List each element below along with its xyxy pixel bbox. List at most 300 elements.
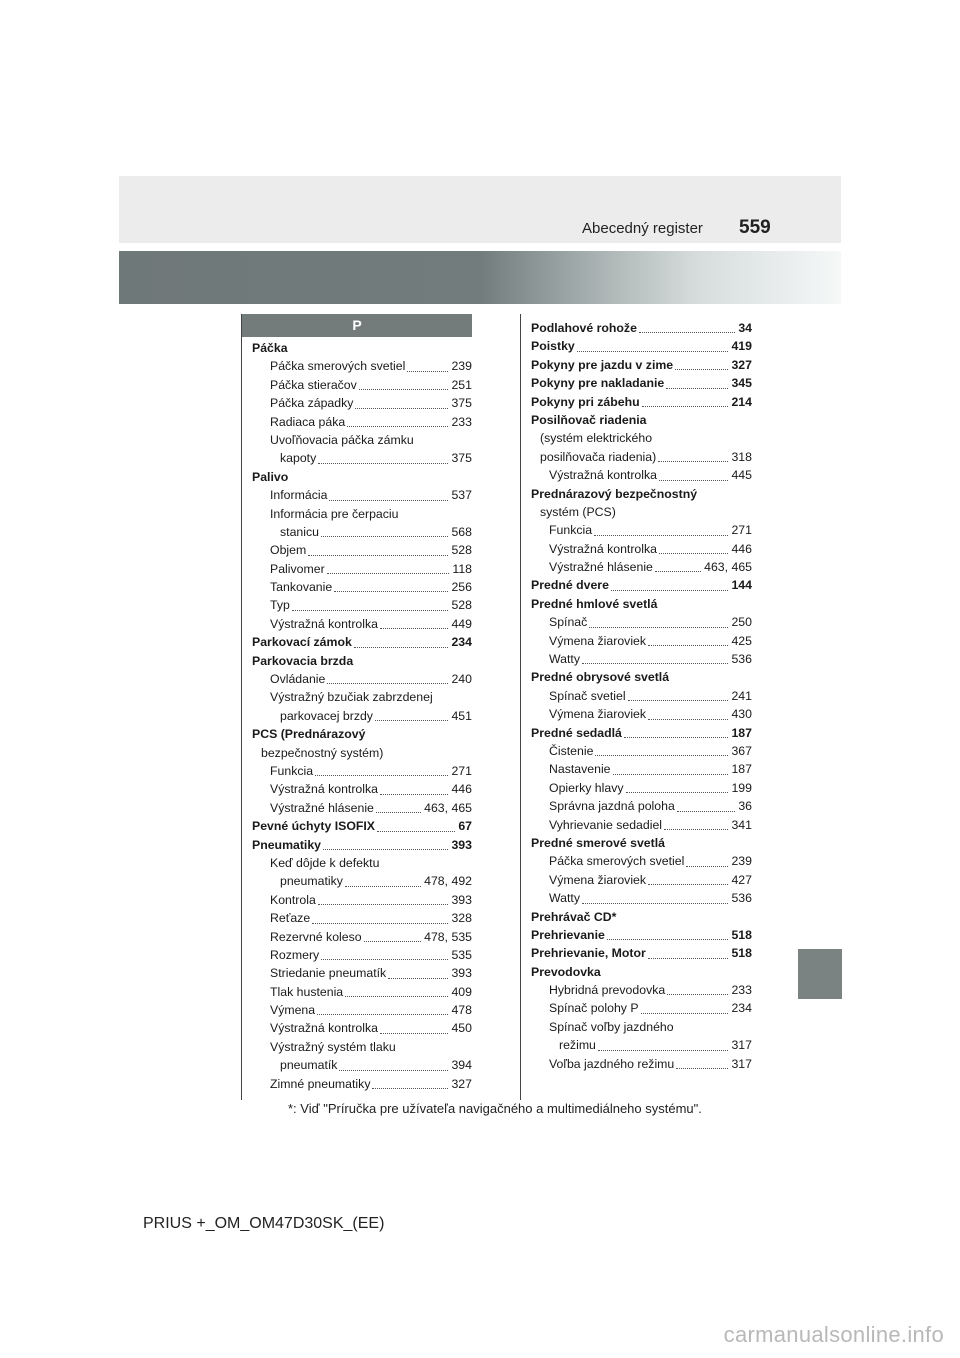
- index-entry-term: Palivomer: [270, 561, 325, 576]
- index-entry-term: Páčka západky: [270, 396, 354, 411]
- index-entry-page: 34: [736, 319, 752, 337]
- dot-leader: [641, 999, 728, 1013]
- page-number: 559: [739, 217, 771, 238]
- index-entry: [521, 944, 752, 962]
- dot-leader: [317, 1001, 448, 1015]
- index-entry-term: Spínač polohy P: [549, 1001, 639, 1016]
- index-entry-page: 463, 465: [422, 799, 472, 817]
- index-entry-page: 234: [729, 999, 752, 1017]
- dot-leader: [321, 523, 448, 537]
- index-entry: [521, 485, 752, 503]
- index-entry-page: 317: [729, 1036, 752, 1054]
- index-entry: [521, 816, 752, 834]
- index-entry: [521, 724, 752, 742]
- dot-leader: [613, 760, 728, 774]
- index-entry: [242, 817, 472, 835]
- index-entry-page: 233: [729, 981, 752, 999]
- index-entry-page: 187: [729, 760, 752, 778]
- index-entry: [242, 780, 472, 798]
- index-entry-term: Výmena žiaroviek: [549, 707, 647, 722]
- index-entry-term: kapoty: [280, 451, 317, 466]
- dot-leader: [577, 337, 728, 351]
- dot-leader: [388, 964, 448, 978]
- index-entry-term: Parkovací zámok: [252, 635, 352, 650]
- index-entry-term: Keď dôjde k defektu: [270, 855, 380, 870]
- index-entry-term: Informácia pre čerpaciu: [270, 506, 399, 521]
- index-entry-term: Voľba jazdného režimu: [549, 1056, 675, 1071]
- index-entry-page: 518: [729, 926, 752, 944]
- index-entry: [521, 521, 752, 539]
- index-entry: [242, 1038, 472, 1056]
- index-entry-page: 478, 492: [422, 872, 472, 890]
- dot-leader: [677, 797, 735, 811]
- index-entry-page: 367: [729, 742, 752, 760]
- index-entry-page: 393: [449, 964, 472, 982]
- index-entry: [521, 981, 752, 999]
- index-entry-term: Reťaze: [270, 911, 311, 926]
- index-entry-term: Predné obrysové svetlá: [531, 670, 670, 685]
- index-entry-page: 427: [729, 871, 752, 889]
- dot-leader: [611, 576, 728, 590]
- dot-leader: [318, 891, 448, 905]
- index-entry-term: Spínač svetiel: [549, 688, 626, 703]
- index-entry-term: Palivo: [252, 469, 289, 484]
- index-entry: [521, 668, 752, 686]
- index-entry-term: Výmena žiaroviek: [549, 633, 647, 648]
- index-entry-term: Prevodovka: [531, 964, 601, 979]
- index-entry-page: 375: [449, 394, 472, 412]
- index-entry-term: Výstražná kontrolka: [549, 541, 657, 556]
- index-entry-page: 425: [729, 632, 752, 650]
- index-entry-term: Správna jazdná poloha: [549, 799, 675, 814]
- index-entry: [242, 449, 472, 467]
- index-entry: [521, 705, 752, 723]
- index-entry-term: Páčka smerových svetiel: [549, 854, 685, 869]
- index-entry: [521, 540, 752, 558]
- index-entry: [521, 760, 752, 778]
- index-entry: [242, 744, 472, 762]
- index-entry-page: 568: [449, 523, 472, 541]
- index-entry-term: Pokyny pre jazdu v zime: [531, 357, 674, 372]
- dot-leader: [676, 1055, 728, 1069]
- dot-leader: [380, 1019, 448, 1033]
- index-entry-term: Páčka smerových svetiel: [270, 359, 406, 374]
- index-entry-term: Predné sedadlá: [531, 725, 622, 740]
- index-entry: [521, 779, 752, 797]
- dot-leader: [659, 466, 728, 480]
- index-entry-term: pneumatiky: [280, 874, 343, 889]
- index-entry-term: Podlahové rohože: [531, 321, 637, 335]
- index-entry-page: 341: [729, 816, 752, 834]
- index-entry: [242, 633, 472, 651]
- index-entry: [521, 429, 752, 447]
- index-entry: [521, 576, 752, 594]
- dot-leader: [594, 521, 728, 535]
- dot-leader: [648, 871, 728, 885]
- index-column-right: [520, 314, 752, 1100]
- index-entry-term: Páčka stieračov: [270, 377, 357, 392]
- index-entry-page: 393: [449, 836, 472, 854]
- index-entry-page: 241: [729, 687, 752, 705]
- dot-leader: [642, 393, 728, 407]
- index-entry-page: 318: [729, 448, 752, 466]
- dot-leader: [345, 872, 421, 886]
- watermark: carmanualsonline.info: [723, 1322, 944, 1347]
- index-entry-page: 239: [729, 852, 752, 870]
- index-entry: [242, 578, 472, 596]
- index-entry-term: Výstražný systém tlaku: [270, 1039, 396, 1054]
- dot-leader: [626, 779, 728, 793]
- dot-leader: [648, 705, 728, 719]
- index-entry-page: 528: [449, 541, 472, 559]
- dot-leader: [318, 449, 448, 463]
- index-entry-term: Prehrievanie, Motor: [531, 946, 646, 961]
- dot-leader: [327, 670, 448, 684]
- dot-leader: [624, 724, 728, 738]
- index-entry-page: 251: [449, 376, 472, 394]
- dot-leader: [607, 926, 728, 940]
- index-entry: [242, 983, 472, 1001]
- dot-leader: [372, 1075, 448, 1089]
- index-entry-term: Radiaca páka: [270, 414, 346, 429]
- index-entry: [521, 393, 752, 411]
- index-entry: [242, 1056, 472, 1074]
- index-entry-term: Uvoľňovacia páčka zámku: [270, 432, 414, 447]
- index-entry-page: 36: [736, 797, 752, 815]
- index-entry-page: 118: [450, 560, 472, 578]
- index-entry-term: Watty: [549, 652, 580, 667]
- dot-leader: [347, 413, 448, 427]
- index-entry-page: 446: [729, 540, 752, 558]
- index-entry-page: 528: [449, 596, 472, 614]
- chapter-side-tab: [798, 949, 842, 999]
- index-entry: [521, 834, 752, 852]
- index-entry-term: režimu: [559, 1038, 596, 1053]
- dot-leader: [292, 596, 448, 610]
- index-entry-page: 409: [449, 983, 472, 1001]
- index-entry-term: Výstražné hlásenie: [270, 800, 374, 815]
- dot-leader: [354, 633, 448, 647]
- index-entry-term: Informácia: [270, 488, 328, 503]
- index-entry: [242, 505, 472, 523]
- index-entry-term: (systém elektrického: [540, 431, 653, 446]
- index-entry-term: Parkovacia brzda: [252, 653, 354, 668]
- index-entry-page: 271: [449, 762, 472, 780]
- index-entry-term: Typ: [270, 598, 290, 613]
- dot-leader: [355, 394, 448, 408]
- index-entry-term: PCS (Prednárazový: [252, 727, 366, 742]
- index-entry: [242, 339, 472, 357]
- index-entry-page: 430: [729, 705, 752, 723]
- index-entry-page: 537: [449, 486, 472, 504]
- index-entry: [521, 889, 752, 907]
- index-entry-term: Pokyny pre nakladanie: [531, 376, 665, 391]
- index-entry-page: 449: [449, 615, 472, 633]
- index-entry: [521, 871, 752, 889]
- index-entry: [242, 1001, 472, 1019]
- index-entry-term: Prednárazový bezpečnostný: [531, 486, 698, 501]
- dot-leader: [582, 650, 728, 664]
- index-entry-term: Striedanie pneumatík: [270, 966, 387, 981]
- dot-leader: [639, 319, 735, 333]
- index-entry-term: Predné dvere: [531, 578, 609, 593]
- index-entry-term: Predné hmlové svetlá: [531, 596, 658, 611]
- index-entry: [521, 687, 752, 705]
- dot-leader: [327, 560, 449, 574]
- index-entry: [242, 799, 472, 817]
- index-entry: [242, 854, 472, 872]
- index-entry-page: 240: [449, 670, 472, 688]
- index-entry-page: 393: [449, 891, 472, 909]
- document-id: PRIUS +_OM_OM47D30SK_(EE): [143, 1215, 385, 1232]
- index-entry-term: Prehrávač CD*: [531, 909, 617, 924]
- index-entry-term: Watty: [549, 891, 580, 906]
- index-entry: [242, 670, 472, 688]
- index-entry-term: Výmena žiaroviek: [549, 872, 647, 887]
- index-entry: [242, 376, 472, 394]
- index-entry: [521, 356, 752, 374]
- index-entry-term: Funkcia: [549, 523, 593, 538]
- index-entry-term: Posilňovač riadenia: [531, 412, 647, 427]
- index-entry-term: Spínač voľby jazdného: [549, 1019, 674, 1034]
- index-entry: [521, 999, 752, 1017]
- index-entry-page: 327: [449, 1075, 472, 1093]
- index-entry-term: pneumatík: [280, 1058, 338, 1073]
- index-entry: [242, 431, 472, 449]
- index-entry-page: 317: [729, 1055, 752, 1073]
- index-entry: [242, 523, 472, 541]
- index-entry: [521, 1018, 752, 1036]
- index-entry-page: 446: [449, 780, 472, 798]
- index-entry: [521, 448, 752, 466]
- index-entry-page: 394: [449, 1056, 472, 1074]
- index-entry: [521, 797, 752, 815]
- index-entry: [242, 413, 472, 431]
- index-entry-page: 67: [456, 817, 472, 835]
- dot-leader: [648, 632, 728, 646]
- dot-leader: [359, 376, 448, 390]
- index-entry-term: Predné smerové svetlá: [531, 835, 665, 850]
- index-entry-page: 419: [729, 337, 752, 355]
- index-entry-page: 445: [729, 466, 752, 484]
- dot-leader: [308, 541, 448, 555]
- index-entry: [521, 742, 752, 760]
- index-entry-page: 536: [729, 889, 752, 907]
- index-entry: [521, 1036, 752, 1054]
- index-entry: [521, 632, 752, 650]
- dot-leader: [664, 816, 728, 830]
- dot-leader: [666, 374, 728, 388]
- dot-leader: [345, 983, 448, 997]
- dot-leader: [375, 707, 448, 721]
- index-entry-term: parkovacej brzdy: [280, 708, 373, 723]
- index-entry-page: 450: [449, 1019, 472, 1037]
- index-entry-page: 250: [729, 613, 752, 631]
- dot-leader: [376, 799, 421, 813]
- index-entry-term: Čistenie: [549, 743, 594, 758]
- dot-leader: [655, 558, 701, 572]
- index-entry-page: 345: [729, 374, 752, 392]
- dot-leader: [380, 615, 448, 629]
- dot-leader: [323, 836, 448, 850]
- index-entry: [521, 926, 752, 944]
- index-entry: [242, 652, 472, 670]
- index-entry: [242, 707, 472, 725]
- index-entry: [521, 503, 752, 521]
- index-entry-page: 239: [449, 357, 472, 375]
- dot-leader: [329, 486, 448, 500]
- index-entry: [242, 1075, 472, 1093]
- index-entry-term: Tankovanie: [270, 580, 333, 595]
- index-entry: [242, 357, 472, 375]
- index-entry-page: 328: [449, 909, 472, 927]
- dot-leader: [589, 613, 728, 627]
- index-entry: [242, 836, 472, 854]
- index-entry: [242, 928, 472, 946]
- dot-leader: [628, 687, 728, 701]
- index-entry-page: 536: [729, 650, 752, 668]
- dot-leader: [686, 852, 728, 866]
- index-entry-page: 518: [729, 944, 752, 962]
- index-entry-term: Výstražná kontrolka: [549, 468, 657, 483]
- dot-leader: [312, 909, 448, 923]
- index-entry: [242, 486, 472, 504]
- index-entry-page: 214: [729, 393, 752, 411]
- index-entry-page: 187: [729, 724, 752, 742]
- index-entry: [521, 466, 752, 484]
- index-entry: [242, 946, 472, 964]
- index-entry-term: Vyhrievanie sedadiel: [549, 817, 663, 832]
- index-entry: [521, 374, 752, 392]
- dot-leader: [334, 578, 448, 592]
- index-entry-page: 256: [449, 578, 472, 596]
- index-entry-term: Výstražná kontrolka: [270, 1021, 378, 1036]
- index-entry: [242, 725, 472, 743]
- index-entry-term: Prehrievanie: [531, 927, 605, 942]
- dot-leader: [339, 1056, 448, 1070]
- dot-leader: [659, 540, 728, 554]
- index-entry-term: Výmena: [270, 1003, 316, 1018]
- index-entry-term: Tlak hustenia: [270, 984, 344, 999]
- dot-leader: [667, 981, 728, 995]
- index-entry: [242, 762, 472, 780]
- index-entry-page: 327: [729, 356, 752, 374]
- index-entry-page: 463, 465: [702, 558, 752, 576]
- index-entry-page: 478, 535: [422, 928, 472, 946]
- index-entry-term: Výstražná kontrolka: [270, 616, 378, 631]
- dot-leader: [658, 448, 728, 462]
- index-entry-page: 271: [729, 521, 752, 539]
- index-entry-term: Nastavenie: [549, 762, 611, 777]
- index-entry-page: 144: [729, 576, 752, 594]
- index-entry: [521, 319, 752, 337]
- dot-leader: [648, 944, 728, 958]
- index-entry-term: systém (PCS): [540, 504, 616, 519]
- index-entry: [521, 963, 752, 981]
- index-entry-term: Páčka: [252, 341, 288, 355]
- dot-leader: [407, 357, 448, 371]
- index-entry: [521, 613, 752, 631]
- dot-leader: [595, 742, 728, 756]
- index-entry-term: stanicu: [280, 524, 319, 539]
- dot-leader: [377, 817, 455, 831]
- index-entry-term: Spínač: [549, 615, 588, 630]
- index-entry-term: Výstražný bzučiak zabrzdenej: [270, 690, 433, 705]
- index-entry: [242, 596, 472, 614]
- index-entry: [242, 615, 472, 633]
- index-entry-page: 199: [729, 779, 752, 797]
- index-entry-term: Ovládanie: [270, 672, 326, 687]
- index-entry: [521, 852, 752, 870]
- index-entry: [521, 908, 752, 926]
- index-entry: [242, 909, 472, 927]
- index-entry: [242, 1019, 472, 1037]
- index-entry-term: Rezervné koleso: [270, 929, 362, 944]
- index-entry: [521, 1055, 752, 1073]
- index-entry-term: Poistky: [531, 339, 575, 354]
- index-entry-term: Opierky hlavy: [549, 780, 624, 795]
- index-entry-term: Pevné úchyty ISOFIX: [252, 819, 376, 834]
- index-entry: [242, 560, 472, 578]
- dot-leader: [364, 928, 421, 942]
- letter-header: P: [242, 314, 472, 337]
- index-entry-page: 451: [449, 707, 472, 725]
- index-entry: [521, 595, 752, 613]
- index-entry: [242, 688, 472, 706]
- index-list-right: [521, 319, 752, 1073]
- decorative-gradient-band: [119, 251, 841, 304]
- index-entry-page: 535: [449, 946, 472, 964]
- header-band: [119, 176, 841, 243]
- index-entry-term: Objem: [270, 543, 307, 558]
- index-column-left: [241, 314, 472, 1100]
- index-entry: [242, 872, 472, 890]
- index-entry-term: posilňovača riadenia): [540, 449, 657, 464]
- index-entry-page: 375: [449, 449, 472, 467]
- index-entry-term: Hybridná prevodovka: [549, 983, 666, 998]
- dot-leader: [675, 356, 728, 370]
- section-title: Abecedný register: [582, 220, 703, 237]
- index-entry-term: Kontrola: [270, 892, 316, 907]
- index-entry: [521, 411, 752, 429]
- dot-leader: [321, 946, 448, 960]
- index-entry-page: 233: [449, 413, 472, 431]
- footnote: *: Viď "Príručka pre užívateľa navigačného a multimediálneho systému".: [288, 1101, 702, 1116]
- index-entry-term: Zimné pneumatiky: [270, 1076, 371, 1091]
- dot-leader: [582, 889, 728, 903]
- index-entry-term: Výstražná kontrolka: [270, 782, 378, 797]
- index-entry-term: Výstražné hlásenie: [549, 560, 653, 575]
- index-entry: [242, 891, 472, 909]
- index-list-left: [242, 339, 472, 1093]
- index-entry-term: bezpečnostný systém): [261, 745, 384, 760]
- dot-leader: [315, 762, 448, 776]
- index-entry: [242, 541, 472, 559]
- index-entry-page: 234: [449, 633, 472, 651]
- index-entry: [242, 394, 472, 412]
- index-entry-page: 478: [449, 1001, 472, 1019]
- dot-leader: [380, 780, 448, 794]
- index-entry: [242, 964, 472, 982]
- index-entry-term: Pneumatiky: [252, 837, 322, 852]
- index-entry: [242, 468, 472, 486]
- index-entry-term: Pokyny pri zábehu: [531, 394, 640, 409]
- dot-leader: [598, 1036, 728, 1050]
- index-entry: [521, 650, 752, 668]
- index-entry: [521, 558, 752, 576]
- index-entry: [521, 337, 752, 355]
- index-entry-term: Funkcia: [270, 763, 314, 778]
